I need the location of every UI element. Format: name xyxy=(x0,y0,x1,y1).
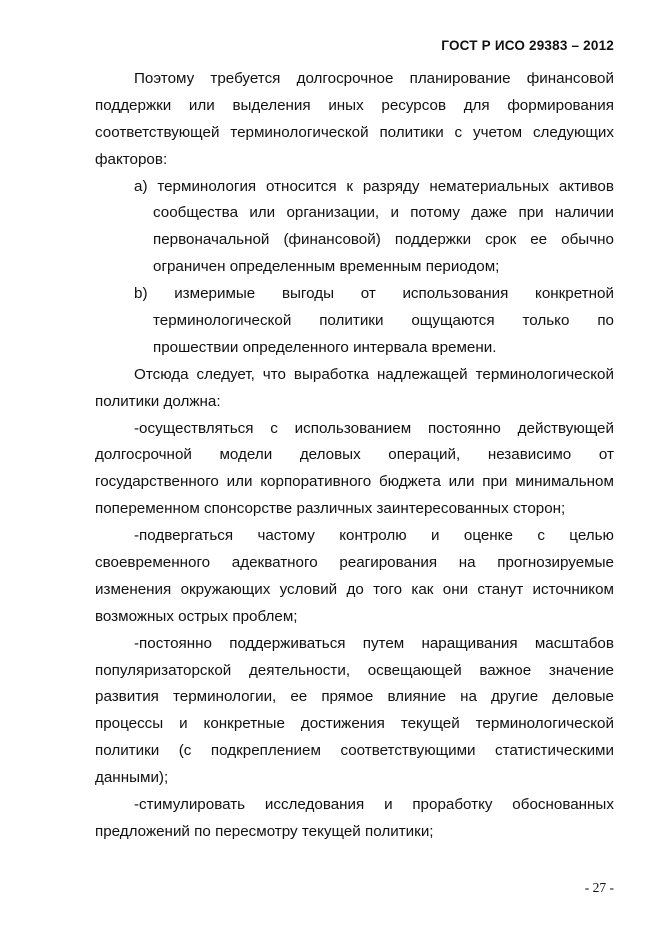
text-line: соответствующей терминологической политики с учетом следующих xyxy=(95,123,614,141)
text-line: государственного или корпоративного бюджета или при минимальном xyxy=(95,473,614,491)
text-line: -стимулировать исследования и проработку обоснованных xyxy=(134,796,614,814)
text-line: политики (с подкреплением соответствующими статистическими xyxy=(95,742,614,760)
text-line: долгосрочной модели деловых операций, независимо от xyxy=(95,446,614,464)
text-line: данными); xyxy=(95,769,169,787)
page-number: - 27 - xyxy=(584,880,614,895)
text-line: попеременном спонсорстве различных заинтересованных сторон; xyxy=(95,500,566,518)
text-line: -постоянно поддерживаться путем наращивания масштабов xyxy=(134,634,614,652)
text-line: своевременного адекватного реагирования на прогнозируемые xyxy=(95,554,614,572)
text-line: -подвергаться частому контролю и оценке с целью xyxy=(134,527,614,545)
text-line: изменения окружающих условий до того как они станут источником xyxy=(95,580,614,598)
text-line: популяризаторской деятельности, освещающей важное значение xyxy=(95,661,614,679)
text-line: Отсюда следует, что выработка надлежащей терминологической xyxy=(134,365,614,383)
text-line: терминологической политики ощущаются только по xyxy=(153,312,614,330)
text-line: процессы и конкретные достижения текущей терминологической xyxy=(95,715,614,733)
text-line: сообщества или организации, и потому даже при наличии xyxy=(153,204,614,222)
text-line: Поэтому требуется долгосрочное планирование финансовой xyxy=(134,70,614,87)
text-line: политики должна: xyxy=(95,392,221,410)
text-line: поддержки или выделения иных ресурсов для формирования xyxy=(95,96,614,114)
text-line: первоначальной (финансовой) поддержки срок ее обычно xyxy=(153,231,614,249)
text-line: предложений по пересмотру текущей политики; xyxy=(95,822,434,840)
text-line: -осуществляться с использованием постоянно действующей xyxy=(134,419,614,437)
text-line: a) терминология относится к разряду нематериальных активов xyxy=(134,177,614,195)
text-line: b) измеримые выгоды от использования конкретной xyxy=(134,285,614,303)
text-line: возможных острых проблем; xyxy=(95,607,298,625)
text-line: ограничен определенным временным периодом; xyxy=(153,258,500,276)
text-line: факторов: xyxy=(95,150,168,168)
body-text xyxy=(95,66,614,846)
text-line: развития терминологии, ее прямое влияние на другие деловые xyxy=(95,688,614,706)
document-header: ГОСТ Р ИСО 29383 – 2012 xyxy=(441,38,614,53)
text-line: прошествии определенного интервала времени. xyxy=(153,338,497,356)
